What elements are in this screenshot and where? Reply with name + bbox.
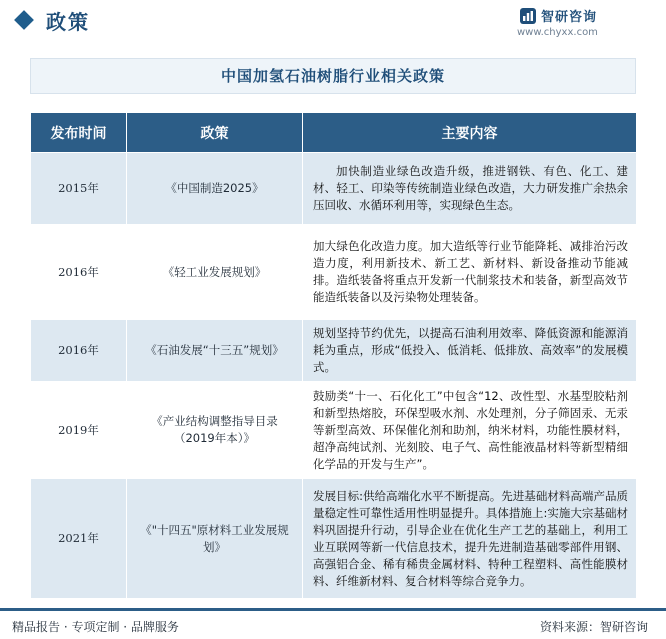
footer-tagline: 精品报告 · 专项定制 · 品牌服务 [12, 620, 179, 634]
brand-url: www.chyxx.com [517, 27, 598, 38]
table-title: 中国加氢石油树脂行业相关政策 [220, 67, 445, 85]
row-year: 2016年 [31, 225, 127, 320]
table-row [31, 320, 637, 382]
footer-source: 资料来源：智研咨询 [539, 620, 648, 634]
row-year: 2015年 [31, 153, 127, 225]
row-policy: 《轻工业发展规划》 [127, 225, 303, 320]
row-content: 鼓励类“十一、石化化工”中包含“12、改性型、水基型胶粘剂和新型热熔胶，环保型吸水剂、水处理剂，分子筛固汞、无汞等新型高效、环保催化剂和助剂，纳米材料，功能性膜材料，超净高纯试剂、光刻胶、电子气、高性能液晶材料等新型精细化学品的开发与生产”。 [303, 382, 637, 479]
table-row [31, 153, 637, 225]
row-year: 2016年 [31, 320, 127, 382]
column-header-date: 发布时间 [31, 113, 127, 153]
page-header [0, 0, 666, 44]
brand-logo-block [517, 6, 652, 40]
row-content: 加大绿色化改造力度。加大造纸等行业节能降耗、减排治污改造力度，利用新技术、新工艺、新材料、新设备推动节能减排。造纸装备将重点开发新一代制浆技术和装备，新型高效节能造纸装备以及污染物处理装备。 [303, 225, 637, 320]
row-policy: 《产业结构调整指导目录（2019年本）》 [127, 382, 303, 479]
row-content: 规划坚持节约优先，以提高石油利用效率、降低资源和能源消耗为重点，形成“低投入、低消耗、低排放、高效率”的发展模式。 [303, 320, 637, 382]
diamond-bullet-icon [14, 10, 34, 30]
row-policy: 《中国制造2025》 [127, 153, 303, 225]
table-title-bar [30, 58, 636, 94]
table-row [31, 479, 637, 599]
table-row [31, 382, 637, 479]
row-policy: 《"十四五"原材料工业发展规划》 [127, 479, 303, 599]
row-content: 加快制造业绿色改造升级，推进钢铁、有色、化工、建材、轻工、印染等传统制造业绿色改造，大力研发推广余热余压回收、水循环利用等，实现绿色生态。 [303, 153, 637, 225]
row-year: 2019年 [31, 382, 127, 479]
row-year: 2021年 [31, 479, 127, 599]
column-header-content: 主要内容 [303, 113, 637, 153]
table-header-row [31, 113, 637, 153]
brand-logo-icon [519, 7, 537, 25]
footer-divider [0, 608, 666, 611]
row-policy: 《石油发展“十三五”规划》 [127, 320, 303, 382]
policy-table [30, 112, 637, 599]
table-row [31, 225, 637, 320]
column-header-policy: 政策 [127, 113, 303, 153]
page-footer [0, 608, 666, 639]
section-title: 政策 [46, 10, 90, 34]
brand-name: 智研咨询 [541, 10, 598, 25]
row-content: 发展目标:供给高端化水平不断提高。先进基础材料高端产品质量稳定性可靠性适用性明显提升。具体措施上:实施大宗基础材料巩固提升行动，引导企业在优化生产工艺的基础上，利用工业互联网等新一代信息技术，提升先进制造基础零部件用钢、高强铝合金、稀有稀贵金属材料、特种工程塑料、高性能膜材料、纤维新材料、复合材料等综合竞争力。 [303, 479, 637, 599]
